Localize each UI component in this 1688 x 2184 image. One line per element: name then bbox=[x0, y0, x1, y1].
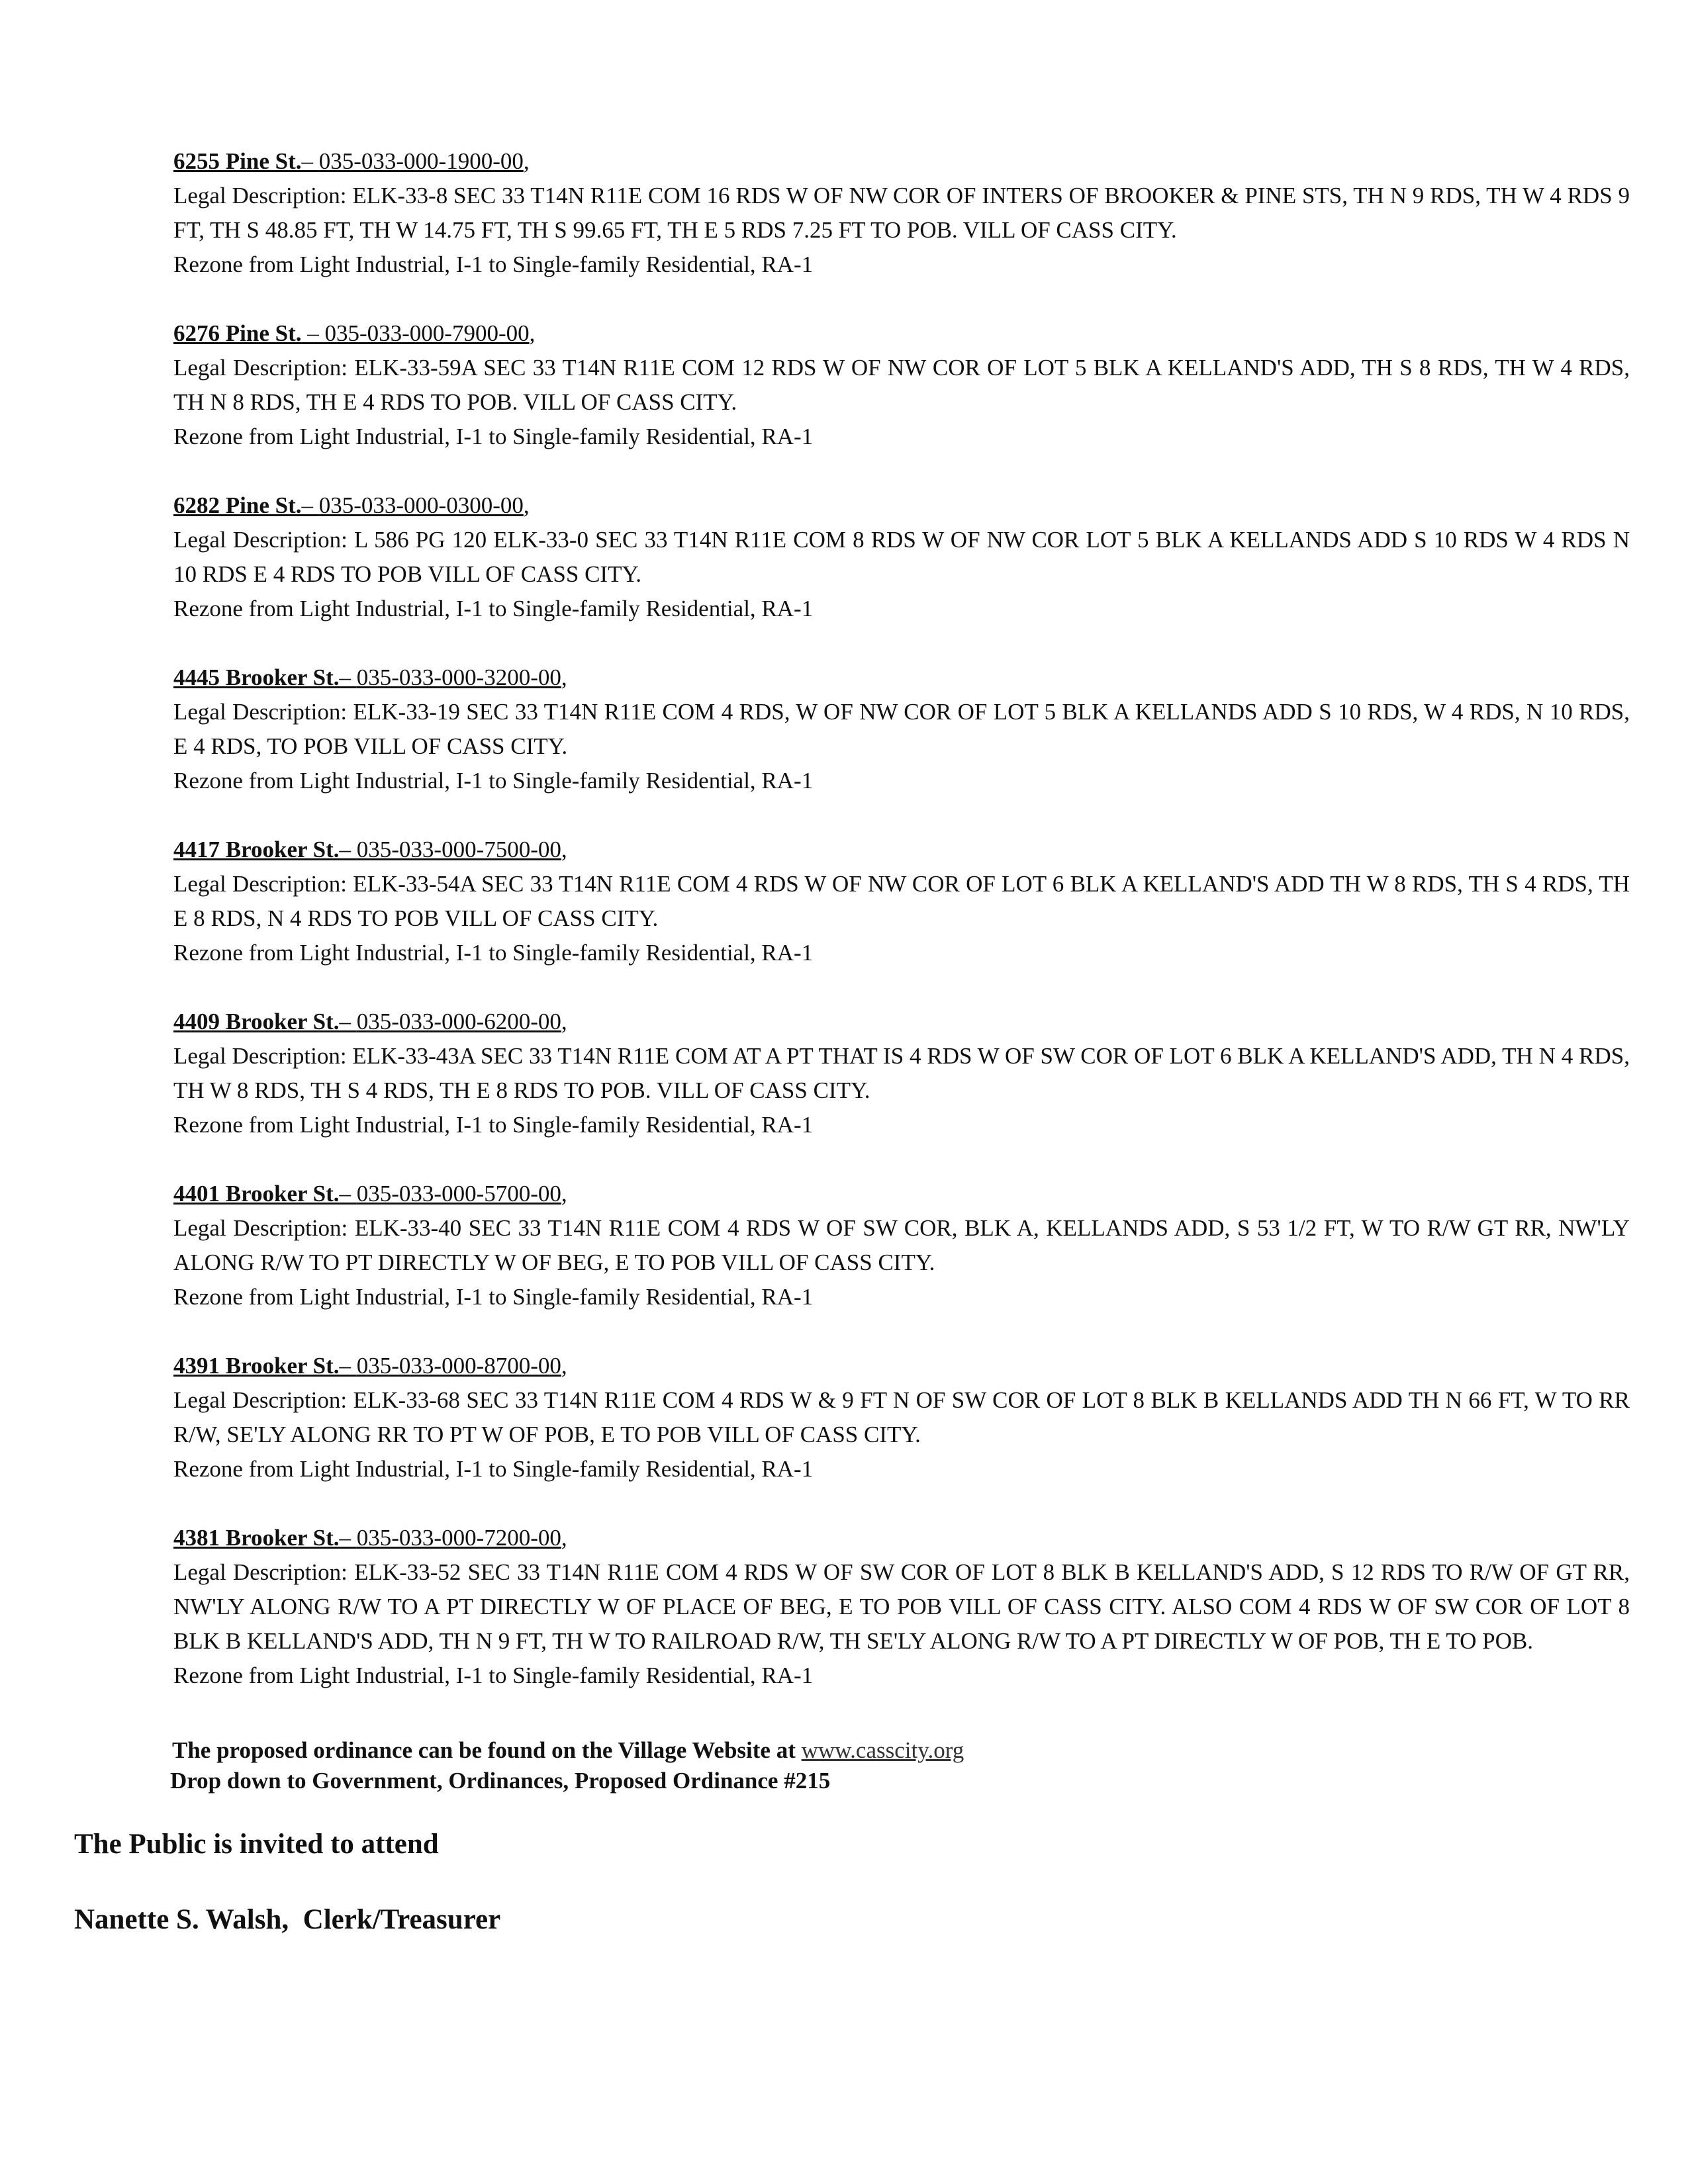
village-website-link[interactable]: www.casscity.org bbox=[801, 1737, 964, 1763]
parcel-id: 035-033-000-0300-00 bbox=[318, 492, 524, 518]
ordinance-location-line bbox=[172, 1735, 964, 1766]
parcel-separator: – bbox=[339, 1181, 357, 1206]
parcel-separator: – bbox=[339, 664, 357, 690]
rezone-text: Rezone from Light Industrial, I-1 to Single-family Residential, RA-1 bbox=[173, 940, 814, 966]
parcel-address: 6276 Pine St. bbox=[173, 320, 302, 346]
legal-description: Legal Description: ELK-33-54A SEC 33 T14N R11E COM 4 RDS W OF NW COR OF LOT 6 BLK A KELLAND'S ADD TH W 8 RDS, TH S 4 RDS, TH E 8 RDS, N 4 RDS TO POB VILL OF CASS CITY. bbox=[173, 871, 1630, 931]
rezone-text: Rezone from Light Industrial, I-1 to Single-family Residential, RA-1 bbox=[173, 1456, 814, 1482]
rezone-text: Rezone from Light Industrial, I-1 to Single-family Residential, RA-1 bbox=[173, 1284, 814, 1310]
parcel-address: 4409 Brooker St. bbox=[173, 1009, 340, 1034]
clerk-signature-line: Nanette S. Walsh, Clerk/Treasurer bbox=[74, 1904, 501, 1935]
parcel-id: 035-033-000-6200-00 bbox=[356, 1009, 561, 1034]
parcel-heading: 6276 Pine St. – 035-033-000-7900-00, bbox=[173, 320, 536, 346]
parcel-id: 035-033-000-3200-00 bbox=[356, 664, 561, 690]
parcel-id: 035-033-000-7500-00 bbox=[356, 837, 561, 862]
rezone-text: Rezone from Light Industrial, I-1 to Single-family Residential, RA-1 bbox=[173, 251, 814, 277]
parcel-heading: 4417 Brooker St.– 035-033-000-7500-00, bbox=[173, 837, 567, 862]
parcel-id: 035-033-000-5700-00 bbox=[356, 1181, 561, 1206]
rezone-text: Rezone from Light Industrial, I-1 to Single-family Residential, RA-1 bbox=[173, 596, 814, 621]
parcel-entry bbox=[173, 316, 1630, 454]
parcel-address: 4417 Brooker St. bbox=[173, 837, 340, 862]
parcel-heading: 6255 Pine St.– 035-033-000-1900-00, bbox=[173, 148, 530, 174]
parcel-address: 4391 Brooker St. bbox=[173, 1353, 340, 1379]
legal-description: Legal Description: ELK-33-59A SEC 33 T14N R11E COM 12 RDS W OF NW COR OF LOT 5 BLK A KELLAND'S ADD, TH S 8 RDS, TH W 4 RDS, TH N 8 RDS, TH E 4 RDS TO POB. VILL OF CASS CITY. bbox=[173, 355, 1630, 415]
legal-description: Legal Description: ELK-33-19 SEC 33 T14N R11E COM 4 RDS, W OF NW COR OF LOT 5 BLK A KELLANDS ADD S 10 RDS, W 4 RDS, N 10 RDS, E 4 RDS, TO POB VILL OF CASS CITY. bbox=[173, 699, 1630, 759]
ordinance-location-text: The proposed ordinance can be found on the Village Website at bbox=[172, 1737, 802, 1763]
legal-description: Legal Description: ELK-33-52 SEC 33 T14N R11E COM 4 RDS W OF SW COR OF LOT 8 BLK B KELLAND'S ADD, S 12 RDS TO R/W OF GT RR, NW'LY ALONG R/W TO A PT DIRECTLY W OF PLACE OF BEG, E TO POB VILL OF CASS CITY. ALSO COM 4 RDS W OF SW COR OF LOT 8 BLK B KELLAND'S ADD, TH N 9 FT, TH W TO RAILROAD R/W, TH SE'LY ALONG R/W TO A PT DIRECTLY W OF POB, TH E TO POB. bbox=[173, 1559, 1630, 1654]
parcel-separator: – bbox=[301, 320, 325, 346]
parcel-separator: – bbox=[339, 837, 357, 862]
parcel-separator: – bbox=[301, 492, 319, 518]
parcel-entry bbox=[173, 1177, 1630, 1314]
parcel-heading: 4409 Brooker St.– 035-033-000-6200-00, bbox=[173, 1009, 567, 1034]
parcel-id: 035-033-000-7900-00 bbox=[324, 320, 530, 346]
legal-description: Legal Description: ELK-33-8 SEC 33 T14N R11E COM 16 RDS W OF NW COR OF INTERS OF BROOKER & PINE STS, TH N 9 RDS, TH W 4 RDS 9 FT, TH S 48.85 FT, TH W 14.75 FT, TH S 99.65 FT, TH E 5 RDS 7.25 FT TO POB. VILL OF CASS CITY. bbox=[173, 183, 1630, 243]
parcel-entry bbox=[173, 660, 1630, 798]
parcel-entry bbox=[173, 488, 1630, 626]
parcel-list bbox=[173, 144, 1630, 1727]
rezone-text: Rezone from Light Industrial, I-1 to Single-family Residential, RA-1 bbox=[173, 1662, 814, 1688]
parcel-entry bbox=[173, 833, 1630, 970]
parcel-separator: – bbox=[339, 1009, 357, 1034]
parcel-id: 035-033-000-8700-00 bbox=[356, 1353, 561, 1379]
legal-description: Legal Description: ELK-33-40 SEC 33 T14N R11E COM 4 RDS W OF SW COR, BLK A, KELLANDS ADD, S 53 1/2 FT, W TO R/W GT RR, NW'LY ALONG R/W TO PT DIRECTLY W OF BEG, E TO POB VILL OF CASS CITY. bbox=[173, 1215, 1630, 1275]
parcel-entry bbox=[173, 1521, 1630, 1693]
parcel-address: 6282 Pine St. bbox=[173, 492, 302, 518]
parcel-heading: 4391 Brooker St.– 035-033-000-8700-00, bbox=[173, 1353, 567, 1379]
parcel-address: 4381 Brooker St. bbox=[173, 1525, 340, 1551]
parcel-address: 4401 Brooker St. bbox=[173, 1181, 340, 1206]
ordinance-notice bbox=[172, 1735, 964, 1796]
parcel-entry bbox=[173, 1349, 1630, 1486]
parcel-separator: – bbox=[301, 148, 319, 174]
rezone-text: Rezone from Light Industrial, I-1 to Single-family Residential, RA-1 bbox=[173, 1112, 814, 1138]
public-invitation: The Public is invited to attend bbox=[74, 1829, 439, 1860]
parcel-id: 035-033-000-1900-00 bbox=[318, 148, 524, 174]
parcel-address: 4445 Brooker St. bbox=[173, 664, 340, 690]
parcel-entry bbox=[173, 144, 1630, 282]
legal-description: Legal Description: ELK-33-68 SEC 33 T14N R11E COM 4 RDS W & 9 FT N OF SW COR OF LOT 8 BLK B KELLANDS ADD TH N 66 FT, W TO RR R/W, SE'LY ALONG RR TO PT W OF POB, E TO POB VILL OF CASS CITY. bbox=[173, 1387, 1630, 1447]
rezone-text: Rezone from Light Industrial, I-1 to Single-family Residential, RA-1 bbox=[173, 768, 814, 794]
parcel-heading: 4401 Brooker St.– 035-033-000-5700-00, bbox=[173, 1181, 567, 1206]
parcel-address: 6255 Pine St. bbox=[173, 148, 302, 174]
ordinance-navigation-text: Drop down to Government, Ordinances, Proposed Ordinance #215 bbox=[170, 1768, 831, 1794]
parcel-heading: 4445 Brooker St.– 035-033-000-3200-00, bbox=[173, 664, 567, 690]
rezone-text: Rezone from Light Industrial, I-1 to Single-family Residential, RA-1 bbox=[173, 424, 814, 449]
legal-description: Legal Description: ELK-33-43A SEC 33 T14N R11E COM AT A PT THAT IS 4 RDS W OF SW COR OF LOT 6 BLK A KELLAND'S ADD, TH N 4 RDS, TH W 8 RDS, TH S 4 RDS, TH E 8 RDS TO POB. VILL OF CASS CITY. bbox=[173, 1043, 1630, 1103]
parcel-entry bbox=[173, 1005, 1630, 1142]
parcel-heading: 6282 Pine St.– 035-033-000-0300-00, bbox=[173, 492, 530, 518]
legal-description: Legal Description: L 586 PG 120 ELK-33-0 SEC 33 T14N R11E COM 8 RDS W OF NW COR LOT 5 BLK A KELLANDS ADD S 10 RDS W 4 RDS N 10 RDS E 4 RDS TO POB VILL OF CASS CITY. bbox=[173, 527, 1630, 587]
parcel-separator: – bbox=[339, 1525, 357, 1551]
parcel-id: 035-033-000-7200-00 bbox=[356, 1525, 561, 1551]
parcel-separator: – bbox=[339, 1353, 357, 1379]
parcel-heading: 4381 Brooker St.– 035-033-000-7200-00, bbox=[173, 1525, 567, 1551]
